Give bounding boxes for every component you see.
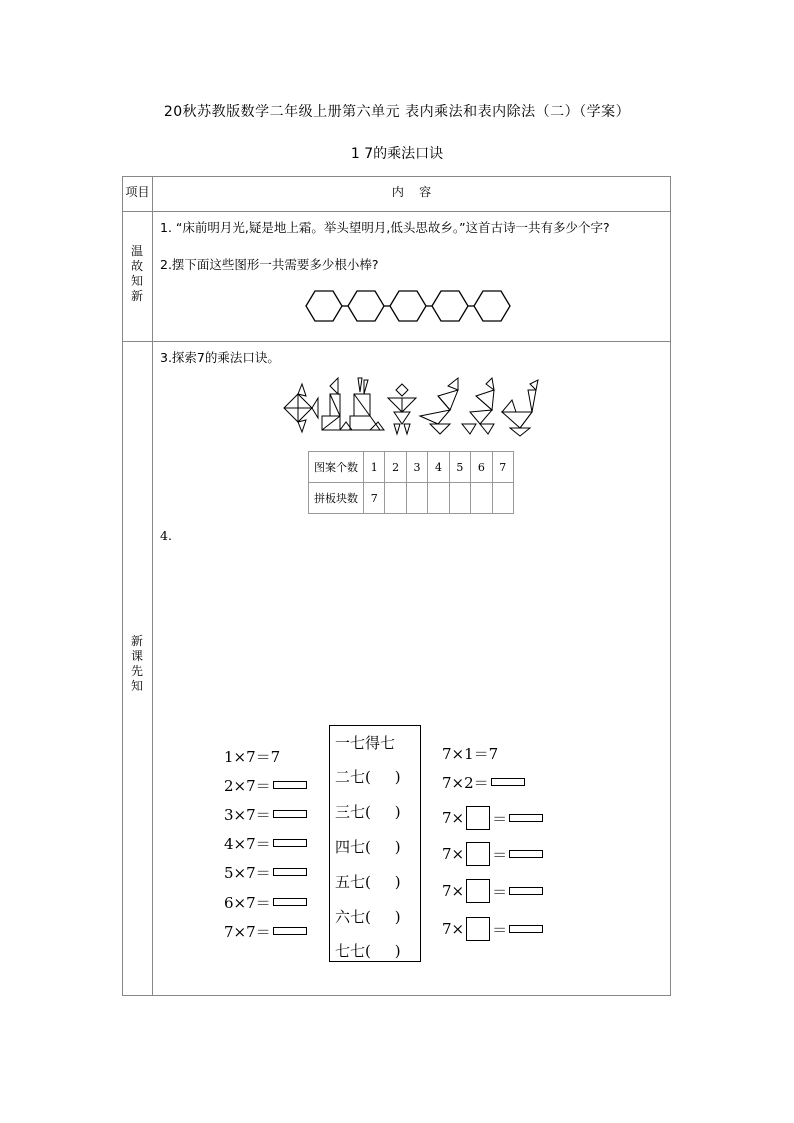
tangram-cat — [322, 378, 352, 430]
rhyme-line[interactable]: 五七( ) — [335, 873, 401, 891]
factor-box[interactable] — [466, 806, 490, 830]
equation: 1×7＝7 — [224, 747, 281, 766]
tangram-swan — [502, 380, 538, 436]
answer-blank[interactable] — [273, 781, 307, 789]
rhyme-line[interactable]: 三七( ) — [335, 803, 401, 821]
table-cell: 7 — [364, 483, 385, 514]
table-cell[interactable] — [428, 483, 449, 514]
rhyme-line: 一七得七 — [335, 734, 396, 752]
hexagon-shape — [474, 291, 510, 321]
question-2: 2.摆下面这些图形一共需要多少根小棒? — [160, 257, 379, 272]
tangram-bird — [420, 378, 458, 434]
answer-blank[interactable] — [273, 927, 307, 935]
question-3: 3.探索7的乘法口诀。 — [160, 350, 280, 365]
hexagon-shape — [390, 291, 426, 321]
equation: 7×7＝ — [224, 921, 307, 941]
label-char: 故 — [130, 259, 143, 273]
section2-label — [130, 634, 144, 694]
section-divider — [122, 341, 671, 342]
table-cell[interactable] — [406, 483, 427, 514]
answer-blank[interactable] — [509, 887, 543, 895]
hexagon-shape — [432, 291, 468, 321]
lesson-title: 1 7的乘法口诀 — [350, 146, 444, 162]
answer-blank[interactable] — [509, 925, 543, 933]
tangram-figures — [280, 376, 548, 438]
row-label-patterns: 图案个数 — [309, 452, 364, 483]
hexagon-shape — [348, 291, 384, 321]
hexagon-chain-figure — [300, 287, 522, 325]
equation: 7× ＝ — [442, 879, 543, 903]
label-char: 知 — [130, 274, 143, 288]
question-1: 1. “床前明月光,疑是地上霜。举头望明月,低头思故乡。”这首古诗一共有多少个字? — [160, 220, 610, 235]
factor-box[interactable] — [466, 917, 490, 941]
factor-box[interactable] — [466, 879, 490, 903]
equation: 7×2＝ — [442, 772, 525, 792]
table-cell[interactable] — [471, 483, 492, 514]
table-row — [309, 452, 514, 483]
tangram-fish — [284, 384, 318, 432]
hexagon-shape — [306, 291, 342, 321]
tangram-rabbit — [350, 378, 384, 430]
equation: 7×1＝7 — [442, 744, 499, 763]
equation: 5×7＝ — [224, 862, 307, 882]
table-cell[interactable] — [449, 483, 470, 514]
table-cell: 7 — [492, 452, 513, 483]
table-cell: 1 — [364, 452, 385, 483]
label-char: 课 — [130, 649, 143, 663]
answer-blank[interactable] — [273, 898, 307, 906]
multiplication-rhyme-box — [329, 725, 421, 962]
equation: 7× ＝ — [442, 917, 543, 941]
row-label-pieces: 拼板块数 — [309, 483, 364, 514]
table-cell: 4 — [428, 452, 449, 483]
header-divider — [122, 211, 671, 212]
header-item: 项目 — [125, 185, 150, 199]
table-cell[interactable] — [492, 483, 513, 514]
equation: 4×7＝ — [224, 833, 307, 853]
rhyme-line[interactable]: 四七( ) — [335, 838, 401, 856]
header-content: 内 容 — [391, 185, 432, 199]
equation: 7× ＝ — [442, 842, 543, 866]
equation: 7× ＝ — [442, 806, 543, 830]
table-row — [309, 483, 514, 514]
label-char: 先 — [130, 664, 143, 678]
equation: 6×7＝ — [224, 892, 307, 912]
rhyme-line[interactable]: 二七( ) — [335, 768, 401, 786]
section1-label — [130, 244, 144, 304]
answer-blank[interactable] — [509, 850, 543, 858]
rhyme-line[interactable]: 七七( ) — [335, 942, 401, 960]
tangram-runner — [462, 378, 494, 434]
table-cell[interactable] — [385, 483, 406, 514]
table-cell: 2 — [385, 452, 406, 483]
label-char: 新 — [130, 289, 143, 303]
label-char: 温 — [130, 244, 143, 258]
factor-box[interactable] — [466, 842, 490, 866]
table-cell: 3 — [406, 452, 427, 483]
tangram-person — [388, 384, 416, 434]
question-4: 4. — [160, 528, 172, 543]
rhyme-line[interactable]: 六七( ) — [335, 908, 401, 926]
answer-blank[interactable] — [273, 868, 307, 876]
document-title: 20秋苏教版数学二年级上册第六单元 表内乘法和表内除法（二）（学案） — [163, 104, 631, 120]
answer-blank[interactable] — [273, 839, 307, 847]
equation: 2×7＝ — [224, 775, 307, 795]
label-char: 新 — [130, 634, 143, 648]
label-char: 知 — [130, 679, 143, 693]
answer-blank[interactable] — [491, 778, 525, 786]
pattern-count-table — [308, 451, 514, 514]
table-cell: 5 — [449, 452, 470, 483]
answer-blank[interactable] — [273, 810, 307, 818]
table-cell: 6 — [471, 452, 492, 483]
column-divider — [152, 176, 153, 996]
equation: 3×7＝ — [224, 804, 307, 824]
answer-blank[interactable] — [509, 814, 543, 822]
